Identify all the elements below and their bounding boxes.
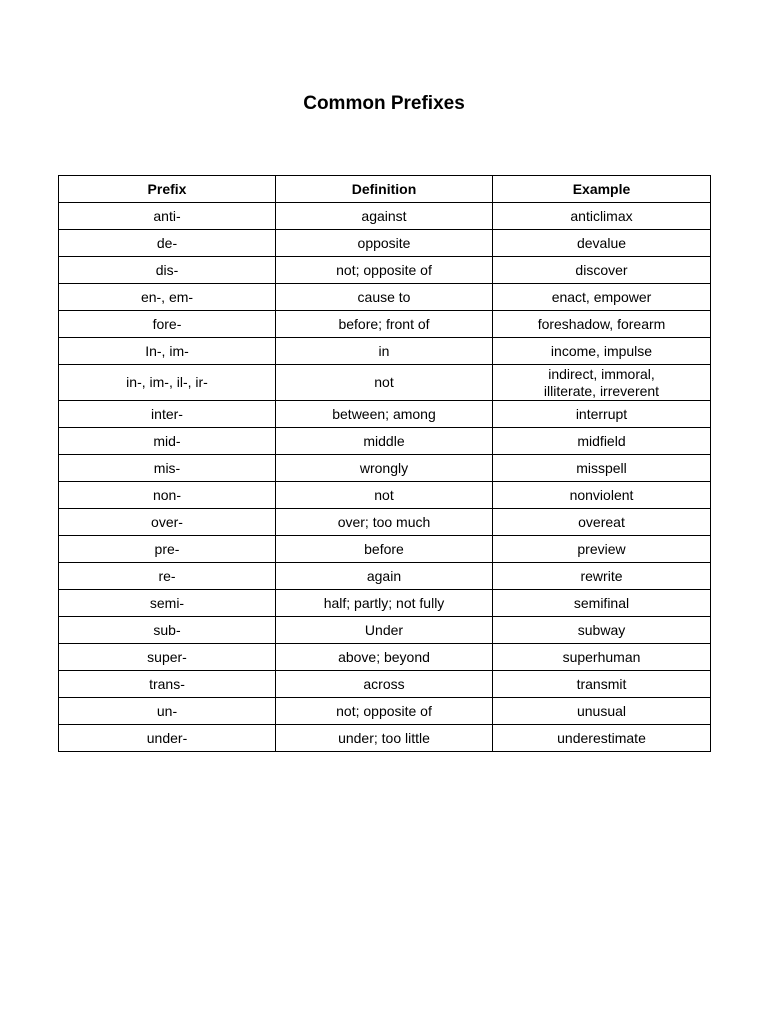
example-cell: nonviolent [493,482,711,509]
prefix-cell: sub- [59,617,276,644]
prefix-cell: over- [59,509,276,536]
definition-cell: before; front of [276,311,493,338]
example-cell: interrupt [493,401,711,428]
definition-cell: not; opposite of [276,257,493,284]
table-body [59,203,711,752]
definition-cell: in [276,338,493,365]
prefix-cell: non- [59,482,276,509]
definition-cell: half; partly; not fully [276,590,493,617]
example-cell: underestimate [493,725,711,752]
definition-cell: not [276,365,493,401]
table-row [59,536,711,563]
example-cell: transmit [493,671,711,698]
definition-cell: not; opposite of [276,698,493,725]
example-cell: devalue [493,230,711,257]
prefix-cell: In-, im- [59,338,276,365]
header-example: Example [493,176,711,203]
definition-cell: above; beyond [276,644,493,671]
table-row [59,401,711,428]
prefix-cell: anti- [59,203,276,230]
definition-cell: before [276,536,493,563]
prefix-cell: in-, im-, il-, ir- [59,365,276,401]
example-cell: superhuman [493,644,711,671]
example-cell: misspell [493,455,711,482]
table-row [59,725,711,752]
example-cell: preview [493,536,711,563]
table-row [59,455,711,482]
definition-cell: against [276,203,493,230]
prefix-cell: mid- [59,428,276,455]
prefix-cell: dis- [59,257,276,284]
prefix-cell: un- [59,698,276,725]
prefix-cell: mis- [59,455,276,482]
example-cell: semifinal [493,590,711,617]
example-cell: midfield [493,428,711,455]
prefix-cell: inter- [59,401,276,428]
table-row [59,338,711,365]
table-row [59,590,711,617]
example-cell: unusual [493,698,711,725]
table-row [59,284,711,311]
example-cell: overeat [493,509,711,536]
definition-cell: between; among [276,401,493,428]
definition-cell: under; too little [276,725,493,752]
prefix-cell: re- [59,563,276,590]
example-cell: subway [493,617,711,644]
table-row [59,509,711,536]
header-definition: Definition [276,176,493,203]
header-prefix: Prefix [59,176,276,203]
definition-cell: cause to [276,284,493,311]
prefix-cell: under- [59,725,276,752]
table-row [59,698,711,725]
definition-cell: middle [276,428,493,455]
prefix-cell: super- [59,644,276,671]
example-cell: foreshadow, forearm [493,311,711,338]
table-row [59,617,711,644]
prefix-cell: pre- [59,536,276,563]
page-title: Common Prefixes [303,93,465,114]
table-row [59,230,711,257]
prefix-cell: semi- [59,590,276,617]
prefix-cell: trans- [59,671,276,698]
prefix-cell: fore- [59,311,276,338]
prefix-table [58,175,711,752]
table-header-row [59,176,711,203]
table-row [59,365,711,401]
table-row [59,311,711,338]
table-row [59,203,711,230]
example-cell: discover [493,257,711,284]
definition-cell: opposite [276,230,493,257]
table-row [59,671,711,698]
definition-cell: across [276,671,493,698]
prefix-cell: en-, em- [59,284,276,311]
definition-cell: not [276,482,493,509]
prefix-cell: de- [59,230,276,257]
table-row [59,644,711,671]
example-cell: income, impulse [493,338,711,365]
table-row [59,428,711,455]
example-cell: enact, empower [493,284,711,311]
definition-cell: Under [276,617,493,644]
table-row [59,257,711,284]
definition-cell: wrongly [276,455,493,482]
table-row [59,482,711,509]
example-cell: anticlimax [493,203,711,230]
example-cell: rewrite [493,563,711,590]
table-row [59,563,711,590]
definition-cell: again [276,563,493,590]
definition-cell: over; too much [276,509,493,536]
example-cell: indirect, immoral, illiterate, irreverent [493,365,711,401]
